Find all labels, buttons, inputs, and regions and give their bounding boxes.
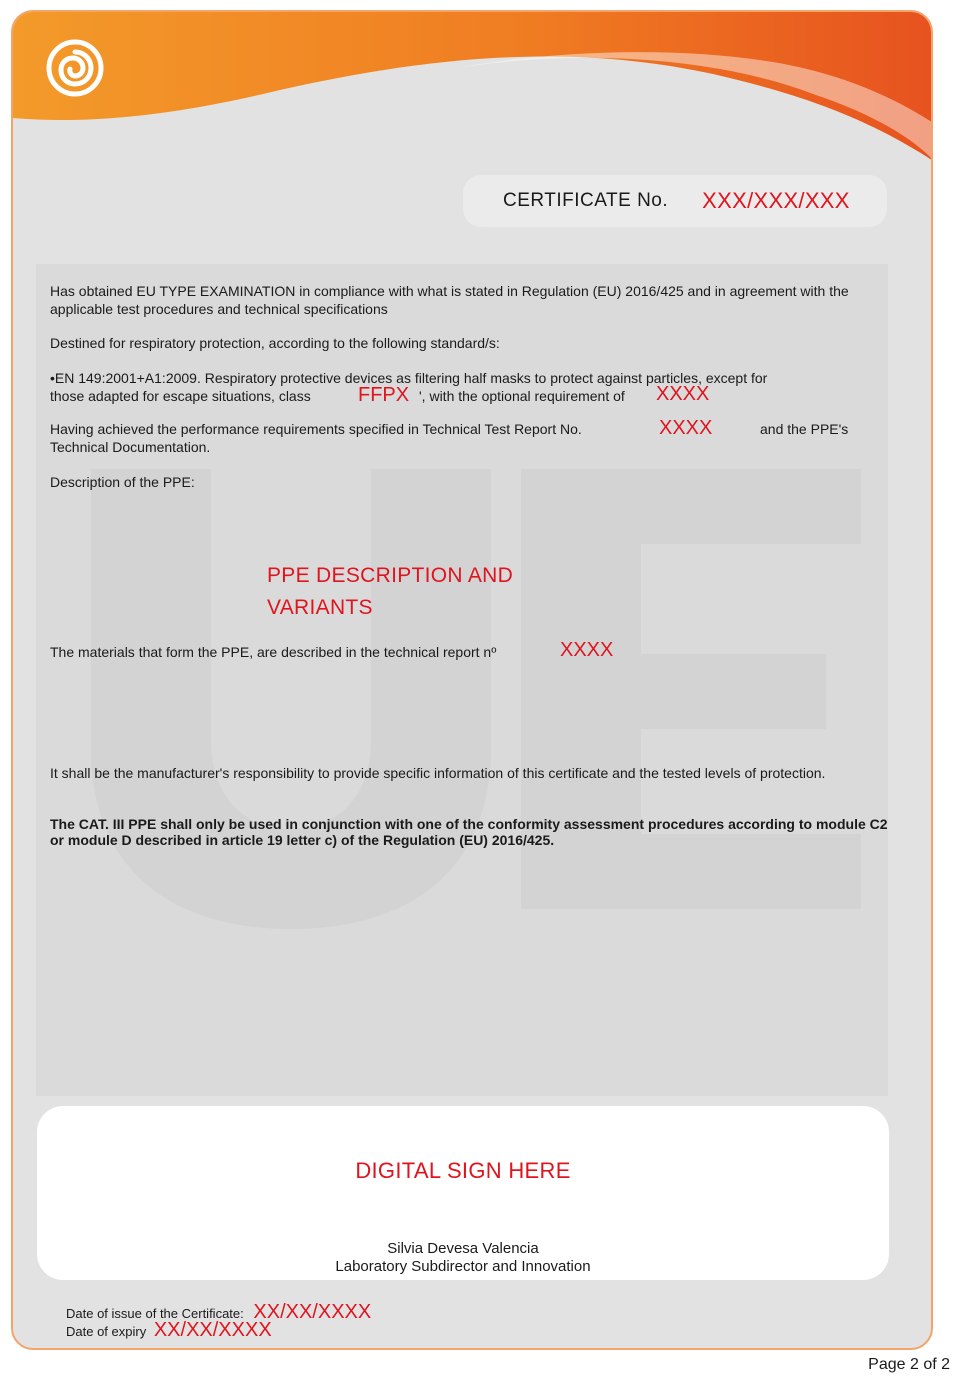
signature-box	[37, 1106, 889, 1280]
paragraph-eu-type-examination: Has obtained EU TYPE EXAMINATION in compliance with what is stated in Regulation (EU) 2016/425 and in agreement with the applicable test procedures and technical specifications	[50, 283, 849, 317]
certificate-number-box	[463, 175, 887, 227]
paragraph-standard-line2	[50, 387, 311, 405]
issue-date-label: Date of issue of the Certificate:	[66, 1306, 244, 1321]
expiry-date-value: XX/XX/XXXX	[153, 1319, 272, 1341]
ppe-description-placeholder	[267, 560, 567, 624]
signer-role: Laboratory Subdirector and Innovation	[335, 1258, 591, 1275]
expiry-date-label: Date of expiry	[66, 1324, 147, 1339]
materials-report-placeholder: XXXX	[560, 639, 614, 661]
paragraph-performance: Having achieved the performance requirements specified in Technical Test Report No.	[50, 421, 582, 437]
class-placeholder: FFPX	[358, 384, 410, 406]
performance-text-b: and the PPE's	[760, 421, 849, 437]
signer-name: Silvia Devesa Valencia	[387, 1240, 539, 1257]
standard-text-a: those adapted for escape situations, class	[50, 388, 311, 404]
paragraph-description-label: Description of the PPE:	[50, 474, 195, 490]
issue-date-value: XX/XX/XXXX	[253, 1301, 372, 1323]
expiry-date-row	[66, 1319, 272, 1342]
paragraph-cat-iii: The CAT. III PPE shall only be used in conjunction with one of the conformity assessment procedures according to module C2 or module D described in article 19 letter c) of the Regulation (EU) 2016/425.	[50, 816, 888, 848]
paragraph-destined: Destined for respiratory protection, according to the following standard/s:	[50, 335, 500, 351]
report-placeholder: XXXX	[659, 417, 713, 439]
ue-watermark	[91, 469, 861, 929]
header-wave	[13, 12, 933, 187]
certificate-body	[36, 264, 888, 1096]
page-number: Page 2 of 2	[868, 1356, 950, 1373]
certificate-label: CERTIFICATE No.	[503, 190, 669, 211]
paragraph-standard-line1: •EN 149:2001+A1:2009. Respiratory protective devices as filtering half masks to protect against particles, except for	[50, 370, 768, 386]
paragraph-technical-doc: Technical Documentation.	[50, 439, 211, 455]
certificate-number: XXX/XXX/XXX	[702, 188, 850, 213]
standard-text-b: ', with the optional requirement of	[419, 388, 625, 404]
digital-sign-placeholder: DIGITAL SIGN HERE	[355, 1158, 571, 1183]
requirement-placeholder: XXXX	[656, 383, 710, 405]
ppe-description-line2: VARIANTS	[267, 596, 373, 619]
paragraph-responsibility: It shall be the manufacturer's responsibility to provide specific information of this certificate and the tested levels of protection.	[50, 765, 826, 781]
logo-spiral-icon	[45, 38, 105, 98]
paragraph-materials: The materials that form the PPE, are described in the technical report nº	[50, 644, 497, 660]
ppe-description-line1: PPE DESCRIPTION AND	[267, 564, 514, 587]
certificate-page	[11, 10, 933, 1350]
